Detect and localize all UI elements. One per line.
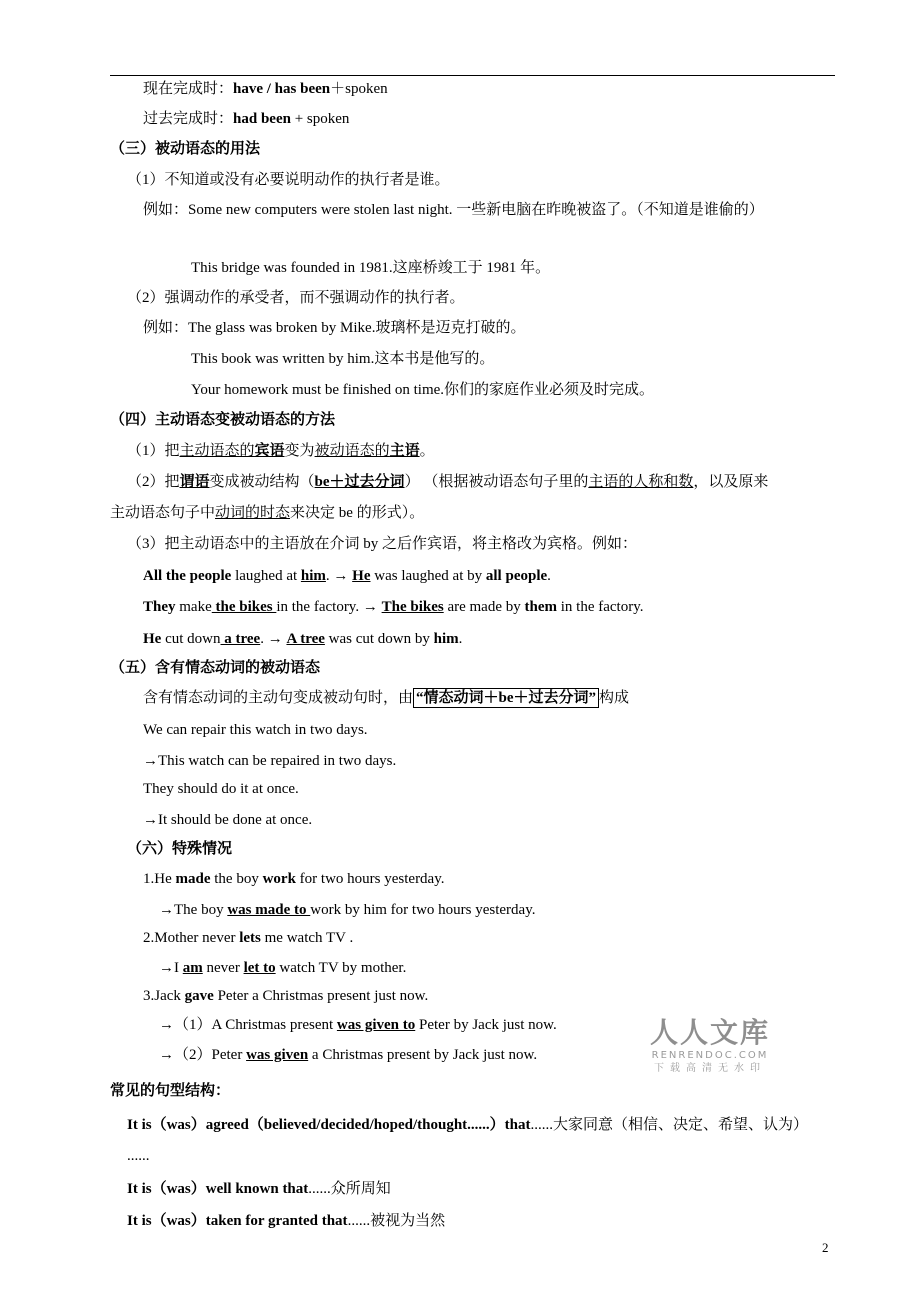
special-1-result: →The boy was made to work by him for two hours yesterday. (159, 902, 536, 918)
special-3: 3.Jack gave Peter a Christmas present just now. (143, 988, 429, 1004)
pattern-3: It is（was）taken for granted that......被视为当然 (127, 1213, 446, 1229)
watermark-logo: 人人文库 RENRENDOC.COM 下载高清无水印 (649, 1016, 770, 1074)
example-4-2: They make the bikes in the factory. → The bikes are made by them in the factory. (143, 599, 644, 615)
special-1: 1.He made the boy work for two hours yesterday. (143, 871, 445, 887)
special-3-result-2: →（2）Peter was given a Christmas present by Jack just now. (159, 1047, 538, 1063)
example-3-4: This book was written by him.这本书是他写的。 (191, 351, 495, 367)
example-4-1: All the people laughed at him. → He was laughed at by all people. (143, 568, 551, 584)
example-5-3: They should do it at once. (143, 781, 299, 797)
line-past-perfect: 过去完成时：had been + spoken (143, 111, 350, 127)
point-4-1: （1）把主动语态的宾语变为被动语态的主语。 (127, 443, 435, 459)
point-3-2: （2）强调动作的承受者，而不强调动作的执行者。 (127, 290, 465, 306)
point-4-2: （2）把谓语变成被动结构（be＋过去分词） （根据被动语态句子里的主语的人称和数，以及原来 (127, 474, 769, 490)
example-3-1: 例如：Some new computers were stolen last night. 一些新电脑在昨晚被盗了。（不知道是谁偷的） (143, 202, 764, 218)
example-5-2: →This watch can be repaired in two days. (143, 753, 397, 769)
pattern-1: It is（was）agreed（believed/decided/hoped/thought......）that......大家同意（相信、决定、希望、认为） (127, 1117, 809, 1133)
example-3-3: 例如：The glass was broken by Mike.玻璃杯是迈克打破的。 (143, 320, 526, 336)
line-present-perfect: 现在完成时：have / has been＋spoken (143, 81, 388, 97)
example-3-2: This bridge was founded in 1981.这座桥竣工于 1981 年。 (191, 260, 551, 276)
section-heading-patterns: 常见的句型结构： (110, 1083, 231, 1099)
point-4-3: （3）把主动语态中的主语放在介词 by 之后作宾语，将主格改为宾格。例如： (127, 536, 638, 552)
point-5-1: 含有情态动词的主动句变成被动句时，由 “情态动词＋be＋过去分词” 构成 (143, 690, 630, 706)
example-5-4: →It should be done at once. (143, 812, 313, 828)
page-number: 2 (822, 1240, 829, 1255)
example-3-5: Your homework must be finished on time.你们的家庭作业必须及时完成。 (191, 382, 655, 398)
example-5-1: We can repair this watch in two days. (143, 722, 368, 738)
special-3-result-1: →（1）A Christmas present was given to Peter by Jack just now. (159, 1017, 557, 1033)
section-heading-3: （三）被动语态的用法 (110, 141, 261, 157)
special-2: 2.Mother never lets me watch TV . (143, 930, 354, 946)
formula-box: “情态动词＋be＋过去分词” (413, 688, 599, 708)
example-4-3: He cut down a tree. → A tree was cut down by him. (143, 631, 463, 647)
section-heading-4: （四）主动语态变被动语态的方法 (110, 412, 336, 428)
section-heading-5: （五）含有情态动词的被动语态 (110, 660, 321, 676)
special-2-result: →I am never let to watch TV by mother. (159, 960, 407, 976)
point-4-2-cont: 主动语态句子中动词的时态来决定 be 的形式）。 (110, 505, 425, 521)
pattern-1-cont: ...... (127, 1148, 150, 1164)
pattern-2: It is（was）well known that......众所周知 (127, 1181, 391, 1197)
section-heading-6: （六）特殊情况 (127, 841, 233, 857)
point-3-1: （1）不知道或没有必要说明动作的执行者是谁。 (127, 172, 450, 188)
header-rule (110, 75, 835, 76)
